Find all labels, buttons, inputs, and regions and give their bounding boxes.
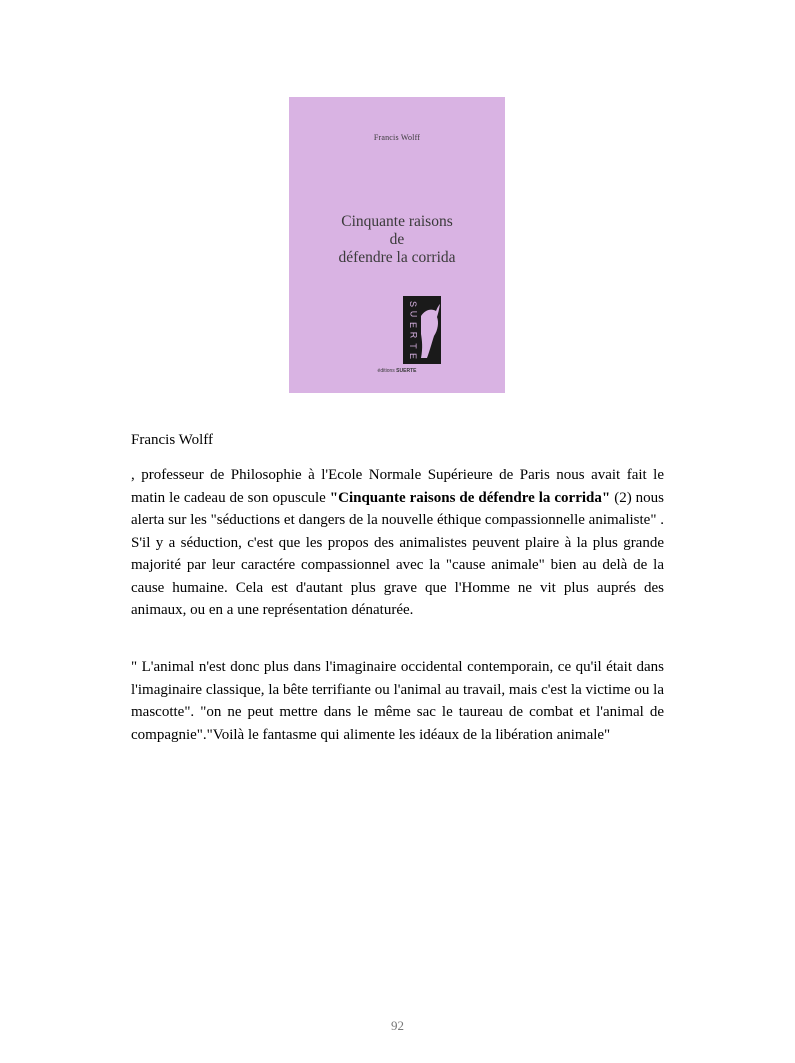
bull-silhouette-icon — [403, 296, 441, 364]
suerte-logo — [403, 296, 441, 364]
cover-title — [289, 213, 505, 267]
cover-publisher — [289, 368, 505, 374]
paragraph-1 — [131, 464, 664, 622]
paragraph-2: " L'animal n'est donc plus dans l'imaginaire occidental contemporain, ce qu'il était dans l'imaginaire classique, la bête terrifiante ou l'animal au travail, mais c'est la victime ou la mascotte". "on ne peut mettre dans le même sac le taureau de combat et l'animal de compagnie"."Voilà le fantasme qui alimente les idéaux de la libération animale" — [131, 659, 664, 743]
paragraph-1-text-a: , professeur de Philosophie à l'Ecole Normale Supérieure de Paris nous avait fait le matin le cadeau de son opuscule — [131, 467, 664, 506]
logo-letter: U — [408, 311, 418, 318]
book-title-emphasis: "Cinquante raisons de défendre la corrida" — [329, 489, 611, 506]
page-number: 92 — [391, 1018, 404, 1033]
logo-letter: T — [408, 342, 418, 349]
logo-letter: E — [407, 352, 418, 359]
logo-letter: E — [407, 321, 418, 328]
book-cover — [289, 97, 505, 393]
logo-letter: R — [408, 331, 418, 339]
cover-title-line1: Cinquante raisons — [341, 213, 453, 230]
publisher-prefix: éditions — [377, 368, 395, 374]
cover-title-line3: défendre la corrida — [338, 249, 456, 266]
logo-letter: S — [407, 300, 418, 308]
cover-title-line2: de — [389, 231, 405, 248]
publisher-name: SUERTE — [396, 368, 417, 374]
author-name: Francis Wolff — [131, 432, 213, 448]
cover-author: Francis Wolff — [373, 133, 421, 142]
paragraph-1-text-b: (2) nous alerta sur les "séductions et dangers de la nouvelle éthique compassionnelle animaliste" . S'il y a séduction, c'est que les propos des animalistes peuvent plaire à la plus grande majorité par leur caractére compassionnel avec la "cause animale" bien au delà de la cause humaine. Cela est d'autant plus grave que l'Homme ne vit plus auprés des animaux, ou en a une représentation dénaturée. — [131, 489, 664, 618]
